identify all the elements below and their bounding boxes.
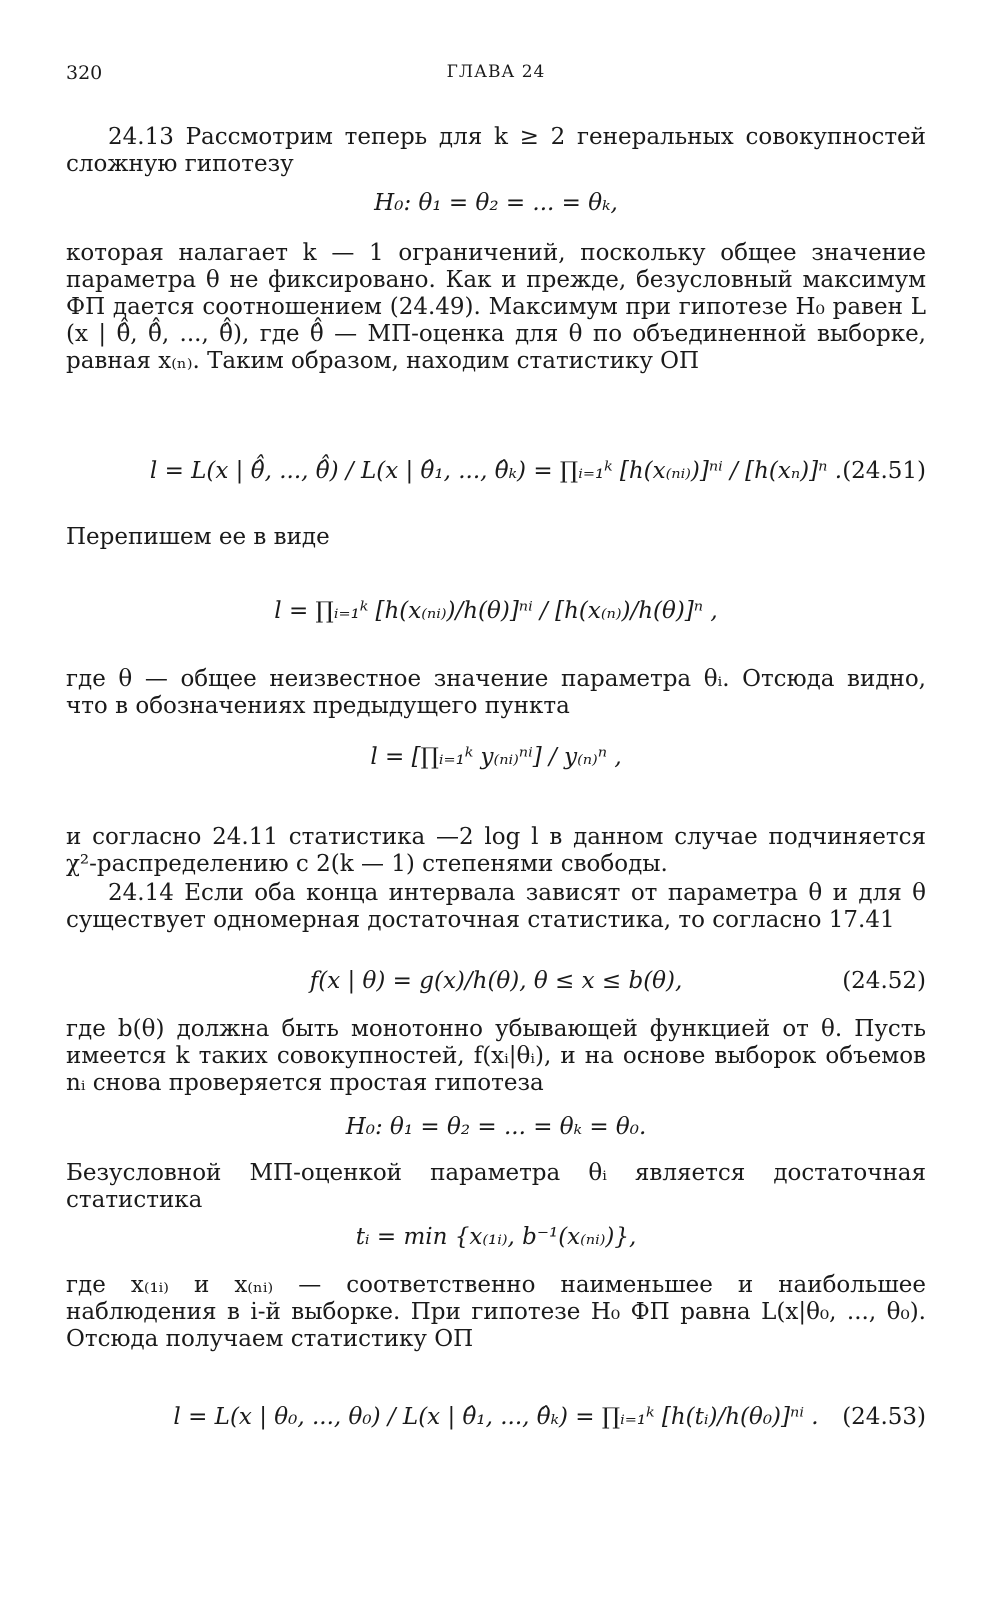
equation-number-24-53: (24.53)	[842, 1404, 926, 1430]
formula-24-51	[66, 450, 926, 510]
paragraph-rewrite: Перепишем ее в виде	[66, 524, 330, 550]
formula-24-53	[66, 1392, 926, 1452]
paragraph-24-14: 24.14 Если оба конца интервала зависят от параметра θ и для θ существует одномерная достаточная статистика, то согласно 17.41	[66, 880, 926, 933]
page-header	[66, 62, 926, 92]
page-number: 320	[66, 62, 103, 84]
chapter-title: ГЛАВА 24	[446, 62, 546, 82]
equation-number-24-51: (24.51)	[842, 458, 926, 484]
formula-t-i: tᵢ = min {x₍₁ᵢ₎, b⁻¹(x₍ₙᵢ₎)},	[355, 1224, 637, 1250]
formula-rewritten-l-body: l = ∏ᵢ₌₁ᵏ [h(x₍ₙᵢ₎)/h(θ)]ⁿⁱ / [h(x₍ₙ₎)/h(θ)]ⁿ ,	[274, 598, 718, 624]
paragraph-observations: где x₍₁ᵢ₎ и x₍ₙᵢ₎ — соответственно наименьшее и наибольшее наблюдения в i-й выборке. При гипотезе H₀ ФП равна L(x|θ₀, ..., θ₀). Отсюда получаем статистику ОП	[66, 1272, 926, 1352]
paragraph-common-theta: где θ — общее неизвестное значение параметра θᵢ. Отсюда видно, что в обозначениях предыдущего пункта	[66, 666, 926, 719]
formula-24-52	[66, 968, 926, 998]
paragraph-monotone-b: где b(θ) должна быть монотонно убывающей функцией от θ. Пусть имеется k таких совокупностей, f(xᵢ|θᵢ), и на основе выборок объемов nᵢ снова проверяется простая гипотеза	[66, 1016, 926, 1096]
formula-24-52-body: f(x | θ) = g(x)/h(θ), θ ≤ x ≤ b(θ),	[309, 968, 683, 994]
formula-24-51-body: l = L(x | θ̂̂, ..., θ̂̂) / L(x | θ̂₁, ..., θ̂ₖ) = ∏ᵢ₌₁ᵏ [h(x₍ₙᵢ₎)]ⁿⁱ / [h(xₙ)]ⁿ .	[149, 458, 843, 484]
paragraph-constraints: которая налагает k — 1 ограничений, поскольку общее значение параметра θ не фиксировано. Как и прежде, безусловный максимум ФП дается соотношением (24.49). Максимум при гипотезе H₀ равен L (x | θ̂̂, θ̂̂, ..., θ̂̂), где θ̂̂ — МП-оценка для θ по объединенной выборке, равная x₍ₙ₎. Таким образом, находим статистику ОП	[66, 240, 926, 374]
paragraph-chi-square: и согласно 24.11 статистика —2 log l в данном случае подчиняется χ²-распределению с 2(k — 1) степенями свободы.	[66, 824, 926, 877]
formula-l-in-y-notation: l = [∏ᵢ₌₁ᵏ y₍ₙᵢ₎ⁿⁱ] / y₍ₙ₎ⁿ ,	[370, 744, 622, 770]
formula-24-53-body: l = L(x | θ₀, ..., θ₀) / L(x | θ̂₁, ..., θ̂ₖ) = ∏ᵢ₌₁ᵏ [h(tᵢ)/h(θ₀)]ⁿⁱ .	[173, 1404, 819, 1430]
formula-hypothesis-h0-theta0: H₀: θ₁ = θ₂ = ... = θₖ = θ₀.	[345, 1114, 647, 1140]
formula-hypothesis-h0: H₀: θ₁ = θ₂ = ... = θₖ,	[374, 190, 618, 216]
formula-rewritten-l	[66, 586, 926, 646]
paragraph-ml-estimate: Безусловной МП-оценкой параметра θᵢ является достаточная статистика	[66, 1160, 926, 1213]
paragraph-24-13: 24.13 Рассмотрим теперь для k ≥ 2 генеральных совокупностей сложную гипотезу	[66, 124, 926, 177]
equation-number-24-52: (24.52)	[842, 968, 926, 994]
